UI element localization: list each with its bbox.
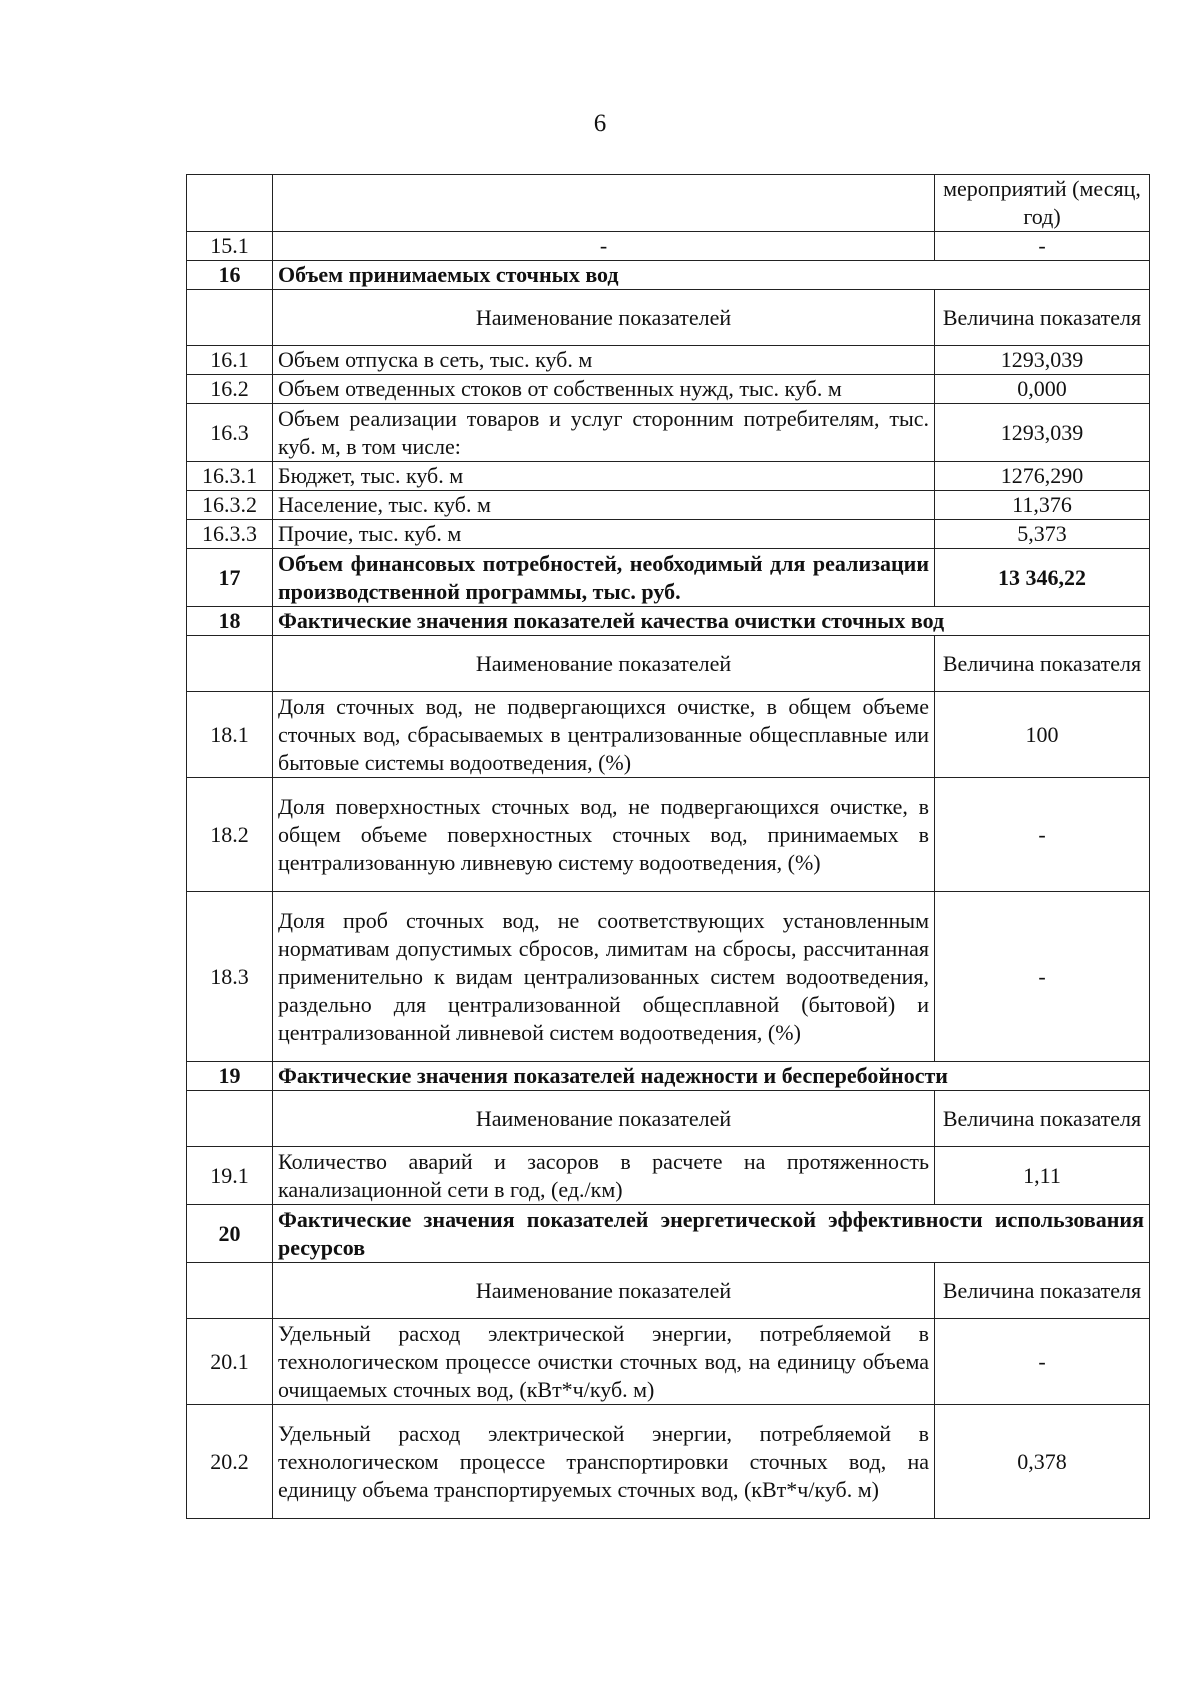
- row-number: 15.1: [187, 232, 273, 261]
- row-name: Население, тыс. куб. м: [273, 491, 935, 520]
- section-heading-row: [187, 549, 1150, 607]
- row-name: Объем отпуска в сеть, тыс. куб. м: [273, 346, 935, 375]
- table-row: [187, 692, 1150, 778]
- column-header-name: Наименование показателей: [273, 1091, 935, 1147]
- page-number: 6: [593, 110, 607, 137]
- table-row: [187, 346, 1150, 375]
- empty-cell: [187, 1091, 273, 1147]
- row-name: Бюджет, тыс. куб. м: [273, 462, 935, 491]
- section-heading-row: [187, 1062, 1150, 1091]
- column-header-name: Наименование показателей: [273, 1263, 935, 1319]
- column-header-row: [187, 636, 1150, 692]
- row-name: Удельный расход электрической энергии, потребляемой в технологическом процессе очистки сточных вод, на единицу объема очищаемых сточных вод, (кВт*ч/куб. м): [273, 1319, 935, 1405]
- row-name: Доля проб сточных вод, не соответствующих установленным нормативам допустимых сбросов, лимитам на сбросы, рассчитанная применительно к видам централизованных систем водоотведения, раздельно для централизованной общесплавной (бытовой) и централизованной ливневой систем водоотведения, (%): [273, 892, 935, 1062]
- row-value: 0,000: [935, 375, 1150, 404]
- indicators-table: [186, 174, 1150, 1519]
- row-value: -: [935, 892, 1150, 1062]
- section-title: Фактические значения показателей качества очистки сточных вод: [273, 607, 1150, 636]
- row-value: -: [935, 232, 1150, 261]
- row-number: 18.3: [187, 892, 273, 1062]
- empty-cell: [187, 1263, 273, 1319]
- section-heading-row: [187, 607, 1150, 636]
- column-header-value: Величина показателя: [935, 1263, 1150, 1319]
- table-row: [187, 520, 1150, 549]
- row-value: 1293,039: [935, 404, 1150, 462]
- table-row: [187, 462, 1150, 491]
- row-name: Объем отведенных стоков от собственных нужд, тыс. куб. м: [273, 375, 935, 404]
- section-title: Объем финансовых потребностей, необходимый для реализации производственной программы, тыс. руб.: [273, 549, 935, 607]
- section-value: 13 346,22: [935, 549, 1150, 607]
- empty-cell: [187, 290, 273, 346]
- empty-cell: [273, 175, 935, 232]
- section-number: 17: [187, 549, 273, 607]
- column-header-name: Наименование показателей: [273, 636, 935, 692]
- column-header-value: Величина показателя: [935, 290, 1150, 346]
- row-value: 0,378: [935, 1405, 1150, 1519]
- empty-cell: [187, 636, 273, 692]
- section-heading-row: [187, 261, 1150, 290]
- header-cell-dates: мероприятий (месяц, год): [935, 175, 1150, 232]
- row-name: Доля сточных вод, не подвергающихся очистке, в общем объеме сточных вод, сбрасываемых в централизованные общесплавные или бытовые системы водоотведения, (%): [273, 692, 935, 778]
- table-row: [187, 892, 1150, 1062]
- row-number: 18.1: [187, 692, 273, 778]
- table-row: [187, 375, 1150, 404]
- column-header-row: [187, 1263, 1150, 1319]
- table-row: [187, 778, 1150, 892]
- row-number: 16.3.2: [187, 491, 273, 520]
- row-name: Прочие, тыс. куб. м: [273, 520, 935, 549]
- table-row: [187, 1319, 1150, 1405]
- row-name: Объем реализации товаров и услуг сторонним потребителям, тыс. куб. м, в том числе:: [273, 404, 935, 462]
- row-value: 1276,290: [935, 462, 1150, 491]
- table-row: [187, 404, 1150, 462]
- section-title: Фактические значения показателей энергетической эффективности использования ресурсов: [273, 1205, 1150, 1263]
- row-value: 11,376: [935, 491, 1150, 520]
- table-row: [187, 232, 1150, 261]
- row-number: 20.1: [187, 1319, 273, 1405]
- row-number: 16.1: [187, 346, 273, 375]
- column-header-value: Величина показателя: [935, 636, 1150, 692]
- row-number: 16.2: [187, 375, 273, 404]
- row-value: 1293,039: [935, 346, 1150, 375]
- row-name: Количество аварий и засоров в расчете на протяженность канализационной сети в год, (ед./км): [273, 1147, 935, 1205]
- section-title: Объем принимаемых сточных вод: [273, 261, 1150, 290]
- row-value: 1,11: [935, 1147, 1150, 1205]
- column-header-row: [187, 290, 1150, 346]
- row-number: 19.1: [187, 1147, 273, 1205]
- row-value: 100: [935, 692, 1150, 778]
- section-number: 18: [187, 607, 273, 636]
- table-row: [187, 175, 1150, 232]
- table-row: [187, 1147, 1150, 1205]
- section-number: 20: [187, 1205, 273, 1263]
- row-number: 16.3: [187, 404, 273, 462]
- row-value: -: [935, 1319, 1150, 1405]
- column-header-name: Наименование показателей: [273, 290, 935, 346]
- row-name: Доля поверхностных сточных вод, не подвергающихся очистке, в общем объеме поверхностных сточных вод, принимаемых в централизованную ливневую систему водоотведения, (%): [273, 778, 935, 892]
- section-number: 19: [187, 1062, 273, 1091]
- row-number: 18.2: [187, 778, 273, 892]
- row-value: 5,373: [935, 520, 1150, 549]
- row-number: 16.3.3: [187, 520, 273, 549]
- row-name: Удельный расход электрической энергии, потребляемой в технологическом процессе транспортировки сточных вод, на единицу объема транспортируемых сточных вод, (кВт*ч/куб. м): [273, 1405, 935, 1519]
- table-row: [187, 491, 1150, 520]
- section-heading-row: [187, 1205, 1150, 1263]
- section-number: 16: [187, 261, 273, 290]
- row-value: -: [935, 778, 1150, 892]
- row-number: 20.2: [187, 1405, 273, 1519]
- column-header-row: [187, 1091, 1150, 1147]
- section-title: Фактические значения показателей надежности и бесперебойности: [273, 1062, 1150, 1091]
- table-row: [187, 1405, 1150, 1519]
- row-name: -: [273, 232, 935, 261]
- empty-cell: [187, 175, 273, 232]
- column-header-value: Величина показателя: [935, 1091, 1150, 1147]
- row-number: 16.3.1: [187, 462, 273, 491]
